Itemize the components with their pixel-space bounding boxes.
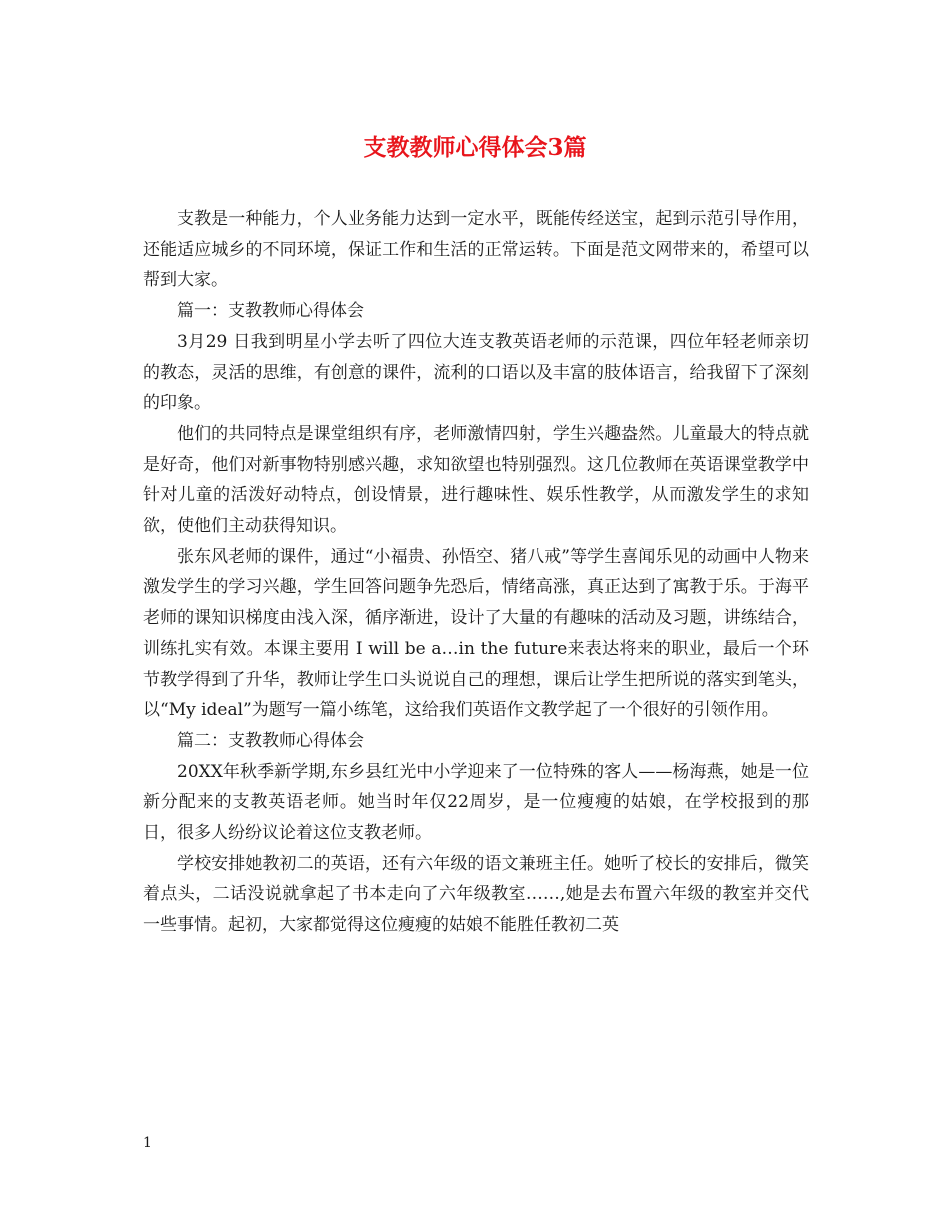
section-heading-2: 篇二：支教教师心得体会 bbox=[177, 730, 364, 751]
page-title: 支教教师心得体会3篇 bbox=[363, 134, 587, 161]
paragraph: 20XX年秋季新学期,东乡县红光中小学迎来了一位特殊的客人——杨海燕，她是一位新分配来的支教英语老师。她当时年仅22周岁，是一位瘦瘦的姑娘，在学校报到的那日，很多人纷纷议论着这位支教老师。 bbox=[143, 761, 809, 844]
paragraph: 学校安排她教初二的英语，还有六年级的语文兼班主任。她听了校长的安排后，微笑着点头，二话没说就拿起了书本走向了六年级教室……,她是去布置六年级的教室并交代一些事情。起初，大家都觉得这位瘦瘦的姑娘不能胜任教初二英 bbox=[143, 853, 809, 936]
paragraph: 3月29 日我到明星小学去听了四位大连支教英语老师的示范课，四位年轻老师亲切的教态，灵活的思维，有创意的课件，流利的口语以及丰富的肢体语言，给我留下了深刻的印象。 bbox=[143, 331, 809, 414]
page-number: 1 bbox=[143, 1135, 152, 1151]
section-heading-1: 篇一：支教教师心得体会 bbox=[177, 301, 364, 322]
document-body bbox=[143, 204, 809, 941]
paragraph: 张东风老师的课件，通过“小福贵、孙悟空、猪八戒”等学生喜闻乐见的动画中人物来激发学生的学习兴趣，学生回答问题争先恐后，情绪高涨，真正达到了寓教于乐。于海平老师的课知识梯度由浅入深，循序渐进，设计了大量的有趣味的活动及习题，讲练结合，训练扎实有效。本课主要用 I will be a…in the future来表达将来的职业，最后一个环节教学得到了升华，教师让学生口头说说自己的理想，课后让学生把所说的落实到笔头，以“My ideal”为题写一篇小练笔，这给我们英语作文教学起了一个很好的引领作用。 bbox=[143, 546, 809, 721]
paragraph: 他们的共同特点是课堂组织有序，老师激情四射，学生兴趣盎然。儿童最大的特点就是好奇，他们对新事物特别感兴趣，求知欲望也特别强烈。这几位教师在英语课堂教学中针对儿童的活泼好动特点，创设情景，进行趣味性、娱乐性教学，从而激发学生的求知欲，使他们主动获得知识。 bbox=[143, 423, 809, 537]
intro-paragraph: 支教是一种能力，个人业务能力达到一定水平，既能传经送宝，起到示范引导作用，还能适应城乡的不同环境，保证工作和生活的正常运转。下面是范文网带来的，希望可以帮到大家。 bbox=[143, 209, 809, 291]
